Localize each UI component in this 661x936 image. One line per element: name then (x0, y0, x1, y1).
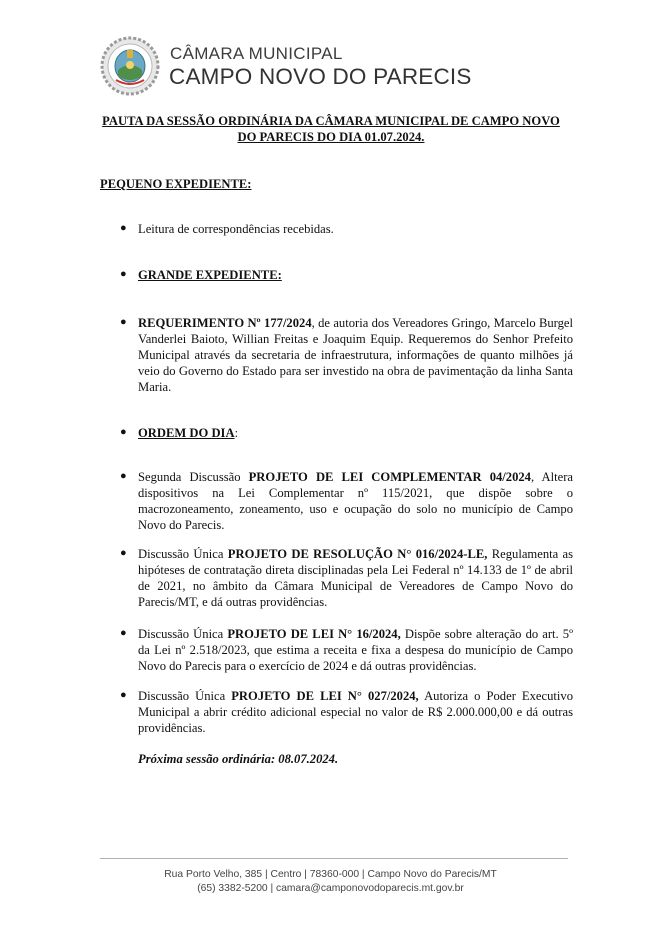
item-bold: PROJETO DE RESOLUÇÃO N° 016/2024-LE, (227, 547, 488, 561)
section-heading-grande-expediente: GRANDE EXPEDIENTE: (138, 268, 282, 282)
list-item (138, 469, 573, 533)
footer-contact: (65) 3382-5200 | camara@camponovodoparecis.mt.gov.br (197, 883, 464, 894)
item-prefix: Segunda Discussão (138, 470, 249, 484)
municipal-seal-icon (100, 36, 160, 96)
item-text: Dispõe sobre alteração do art. 5º da Lei nº 2.518/2023, que estima a receita e fixa a despesa do município de Campo Novo do Parecis para o exercício de 2024 e dá outras providências. (138, 627, 573, 673)
bullet: ● (120, 222, 127, 234)
section-heading-pequeno-expediente: PEQUENO EXPEDIENTE: (100, 177, 252, 191)
footer-divider (100, 858, 568, 859)
bullet: ● (120, 470, 127, 482)
item-text: , Altera dispositivos na Lei Complementar nº 115/2021, que dispõe sobre o macrozoneamento, zoneamento, uso e ocupação do solo no município de Campo Novo do Parecis. (138, 470, 573, 532)
item-text: Regulamenta as hipóteses de contratação direta disciplinadas pela Lei Federal nº 14.133 de 1º de abril de 2021, no âmbito da Câmara Municipal de Vereadores de Campo Novo do Parecis/MT, e dá outras providências. (138, 547, 574, 609)
heading-text: ORDEM DO DIA (138, 426, 235, 440)
item-bold: PROJETO DE LEI COMPLEMENTAR 04/2024 (248, 470, 531, 484)
list-item (138, 688, 573, 736)
letterhead (100, 36, 520, 98)
list-item (138, 315, 573, 395)
section-heading-ordem-do-dia (138, 425, 238, 441)
bullet: ● (120, 689, 127, 701)
item-prefix: Discussão Única (138, 547, 228, 561)
list-item (138, 546, 573, 610)
page-title: PAUTA DA SESSÃO ORDINÁRIA DA CÂMARA MUNICIPAL DE CAMPO NOVO DO PARECIS DO DIA 01.07.2024. (102, 114, 560, 144)
heading-colon: : (234, 426, 239, 440)
item-bold: REQUERIMENTO Nº 177/2024 (138, 316, 312, 330)
list-item: Leitura de correspondências recebidas. (138, 222, 334, 236)
bullet: ● (120, 627, 127, 639)
item-prefix: Discussão Única (138, 689, 232, 703)
bullet: ● (120, 426, 127, 438)
item-text: , de autoria dos Vereadores Gringo, Marcelo Burgel Vanderlei Baioto, Willian Freitas e Joaquim Equip. Requeremos do Senhor Prefeito Municipal através da secretaria de infraestrutura, informações de quanto milhões já veio do Governo do Estado para ser investido na obra de pavimentação da linha Santa Maria. (138, 316, 573, 394)
footer-address: Rua Porto Velho, 385 | Centro | 78360-000 | Campo Novo do Parecis/MT (164, 869, 497, 880)
item-bold: PROJETO DE LEI N° 027/2024, (231, 689, 419, 703)
bullet: ● (120, 316, 127, 328)
item-bold: PROJETO DE LEI N° 16/2024, (227, 627, 401, 641)
org-name-line2: CAMPO NOVO DO PARECIS (169, 64, 472, 89)
list-item (138, 626, 573, 674)
next-session-note: Próxima sessão ordinária: 08.07.2024. (138, 752, 339, 766)
bullet: ● (120, 268, 127, 280)
item-text: Autoriza o Poder Executivo Municipal a abrir crédito adicional especial no valor de R$ 2.000.000,00 e dá outras providências. (138, 689, 573, 735)
bullet: ● (120, 547, 127, 559)
item-prefix: Discussão Única (138, 627, 228, 641)
org-name-line1: CÂMARA MUNICIPAL (170, 44, 343, 63)
